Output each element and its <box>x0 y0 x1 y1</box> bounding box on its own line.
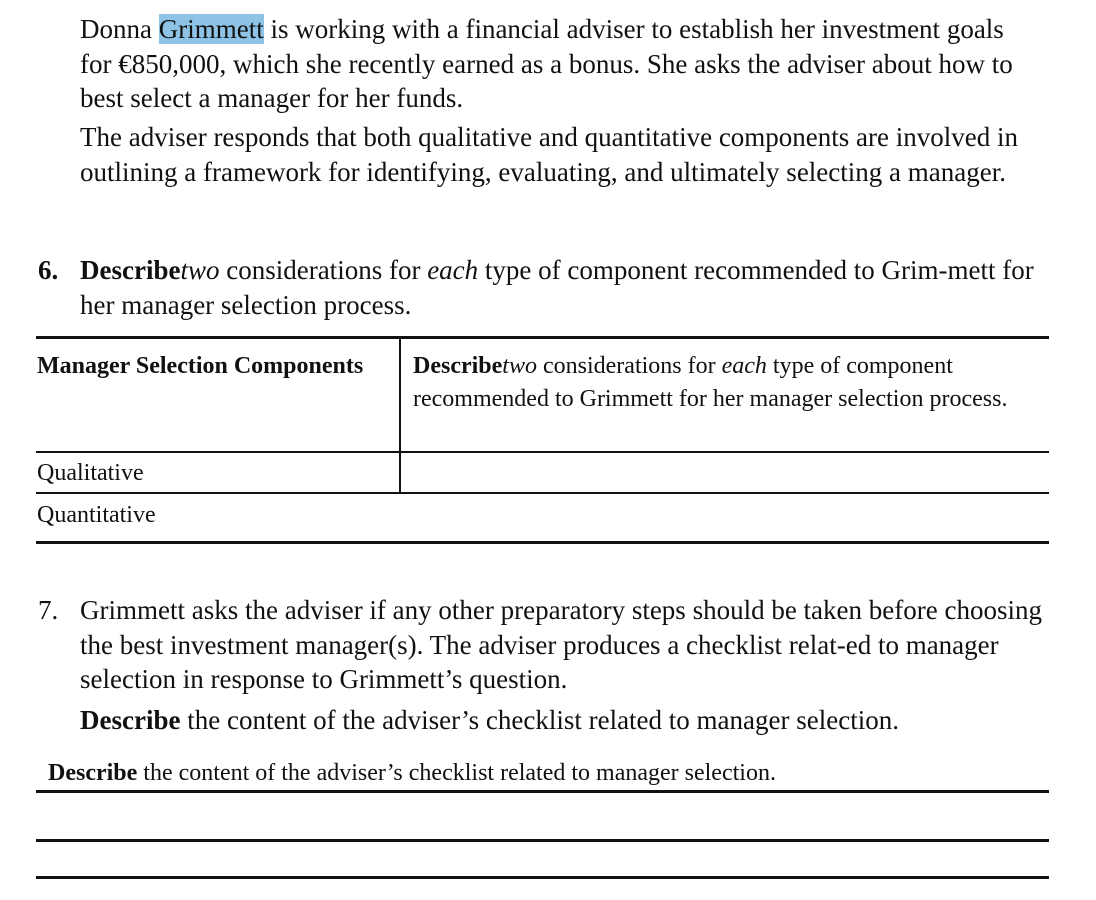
row-rule <box>36 492 1049 494</box>
answer-line-2[interactable] <box>40 845 1045 875</box>
question-text: type of component recommended to Grim-mett for her manager selection process. <box>80 255 1034 320</box>
instruction-verb: Describe <box>80 704 181 735</box>
emphasis: each <box>721 353 767 379</box>
intro-paragraph-1 <box>80 12 1040 116</box>
prompt-text: the content of the adviser’s checklist related to manager selection. <box>137 760 776 786</box>
table-top-rule <box>36 336 1049 339</box>
row-label-qualitative: Qualitative <box>37 460 144 486</box>
question-7 <box>38 593 1048 737</box>
question-7-instruction <box>80 703 1048 738</box>
answer-cell-qualitative[interactable] <box>413 457 1043 491</box>
emphasis: each <box>427 255 479 285</box>
question-7-text: Grimmett asks the adviser if any other preparatory steps should be taken before choosing the best investment manager(s). The adviser produces a checklist relat-ed to manager selection in response to Grimmett’s question. <box>80 595 1042 694</box>
answer-line-1[interactable] <box>40 800 1045 836</box>
header-text: considerations for <box>536 353 722 379</box>
intro-paragraph-2: The adviser responds that both qualitative and quantitative components are involved in outlining a framework for identifying, evaluating, and ultimately selecting a manager. <box>80 122 1018 187</box>
header-verb: Describe <box>413 353 503 379</box>
question-text: considerations for <box>219 255 428 285</box>
answer-line-rule <box>36 839 1049 842</box>
question-6-text <box>80 253 1048 322</box>
instruction-text: the content of the adviser’s checklist related to manager selection. <box>180 704 899 735</box>
intro-text: is working with a financial adviser to establish her investment goals for €850,000, which she recently earned as a bonus. She asks the adviser about how to best select a manager for her funds. <box>80 14 1013 113</box>
question-number: 7. <box>38 595 59 625</box>
prompt-verb: Describe <box>48 760 138 786</box>
answer-top-rule <box>36 790 1049 793</box>
emphasis: two <box>502 353 537 379</box>
answer-bottom-rule <box>36 876 1049 879</box>
question-6-verb: Describe <box>80 255 181 285</box>
header-rule <box>36 451 1049 453</box>
highlighted-name[interactable]: Grimmett <box>158 14 264 44</box>
column-header-components: Manager Selection Components <box>37 353 364 379</box>
question-6 <box>38 253 1048 322</box>
column-divider <box>399 339 401 493</box>
row-label-quantitative: Quantitative <box>37 502 156 528</box>
answer-cell-quantitative[interactable] <box>413 499 1043 533</box>
answer-prompt <box>48 757 1048 790</box>
question-number: 6. <box>38 255 59 285</box>
column-header-describe <box>413 350 1043 416</box>
intro-name-pre: Donna <box>80 14 159 44</box>
emphasis: two <box>180 255 220 285</box>
table-bottom-rule <box>36 541 1049 544</box>
header-text: type of component recommended to Grimmett for her manager selection process. <box>413 353 1008 412</box>
